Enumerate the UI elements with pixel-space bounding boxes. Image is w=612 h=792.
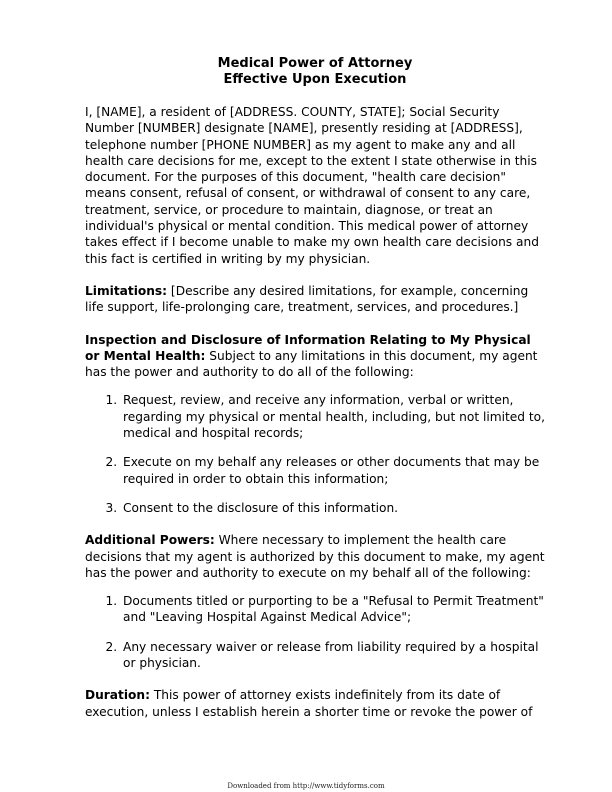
footer-link[interactable]: http://www.tidyforms.com [292,782,385,790]
additional-powers-text: Where necessary to implement the health care decisions that my agent is authorized by this document to make, my agent has the power and authority to execute on my behalf all of the following: [85,533,545,580]
list-item: 1. Request, review, and receive any information, verbal or written, regarding my physical or mental health, including, but not limited to, medical and hospital records; [121,392,545,441]
limitations-text: [Describe any desired limitations, for example, concerning life support, life-prolonging care, treatment, services, and procedures.] [85,283,529,315]
footer-prefix: Downloaded from [227,782,293,790]
limitations-paragraph [85,283,545,316]
duration-paragraph [85,687,545,720]
list-item: 2. Execute on my behalf any releases or other documents that may be required in order to obtain this information; [121,454,545,487]
additional-powers-list [85,593,545,671]
inspection-paragraph [85,332,545,381]
additional-powers-heading: Additional Powers: [85,533,215,548]
limitations-heading: Limitations: [85,283,168,298]
page-footer [0,782,612,790]
list-item: 2. Any necessary waiver or release from liability required by a hospital or physician. [121,639,545,672]
list-item: 3. Consent to the disclosure of this information. [121,500,545,516]
title-line-1: Medical Power of Attorney [217,56,413,71]
title-line-2: Effective Upon Execution [223,72,407,87]
inspection-heading: Inspection and Disclosure of Information Relating to My Physical or Mental Health: [85,332,531,363]
document-page [85,56,545,720]
duration-heading: Duration: [85,688,150,703]
document-title [85,56,545,88]
list-item: 1. Documents titled or purporting to be a "Refusal to Permit Treatment" and "Leaving Hospital Against Medical Advice"; [121,593,545,626]
duration-text: This power of attorney exists indefinitely from its date of execution, unless I establish herein a shorter time or revoke the power of [85,688,533,719]
additional-powers-paragraph [85,532,545,581]
inspection-text: Subject to any limitations in this document, my agent has the power and authority to do all of the following: [85,348,538,380]
intro-paragraph: I, [NAME], a resident of [ADDRESS. COUNTY, STATE]; Social Security Number [NUMBER] designate [NAME], presently residing at [ADDRESS], telephone number [PHONE NUMBER] as my agent to make any and all health care decisions for me, except to the extent I state otherwise in this document. For the purposes of this document, "health care decision" means consent, refusal of consent, or withdrawal of consent to any care, treatment, service, or procedure to maintain, diagnose, or treat an individual's physical or mental condition. This medical power of attorney takes effect if I become unable to make my own health care decisions and this fact is certified in writing by my physician. [85,105,539,266]
inspection-list [85,392,545,516]
